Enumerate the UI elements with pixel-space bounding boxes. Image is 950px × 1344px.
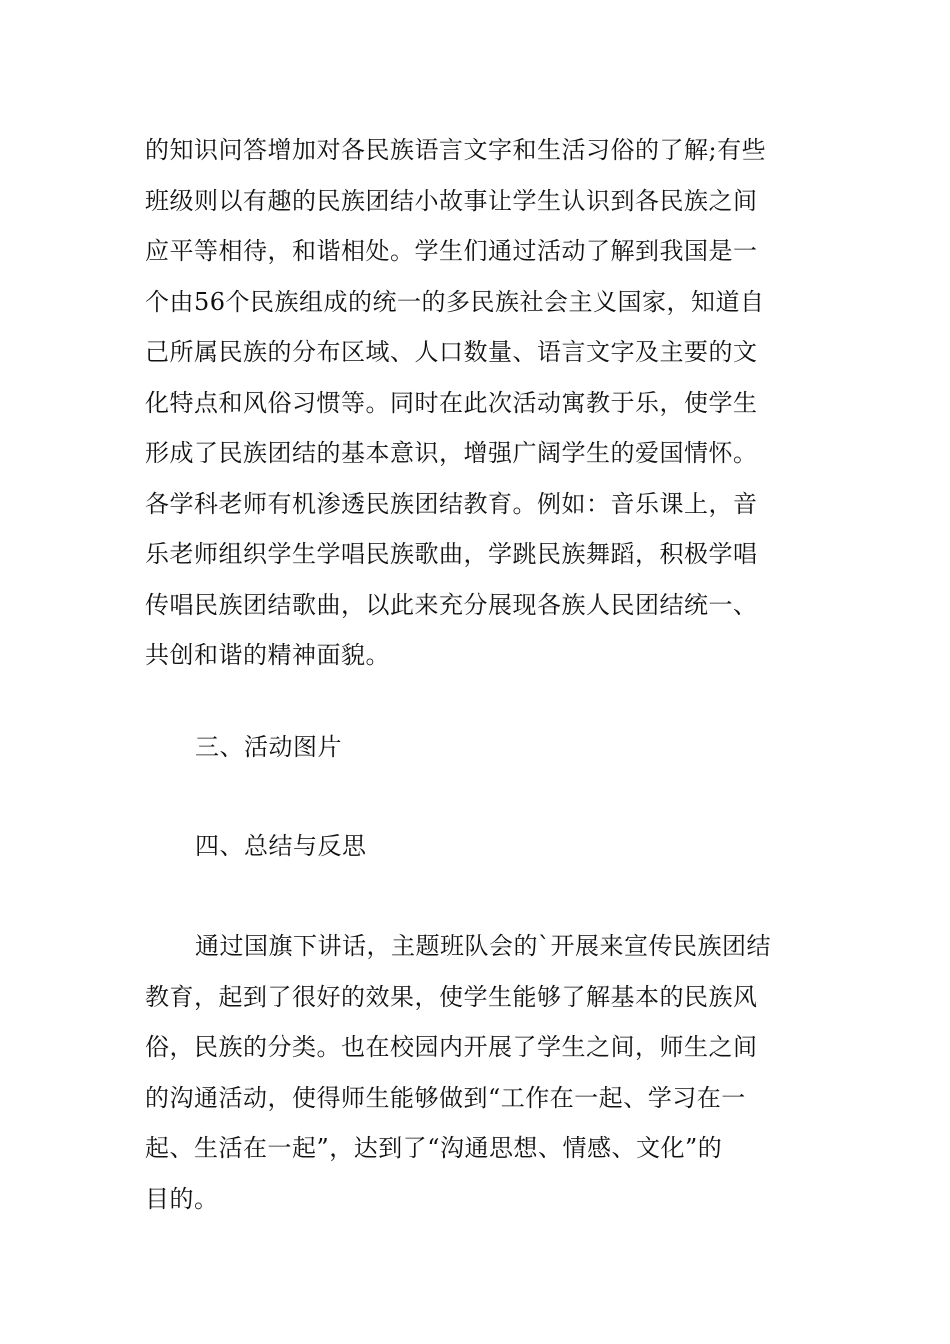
paragraph-line: 目的。 [145,1184,219,1213]
heading-text: 三、活动图片 [195,733,342,761]
paragraph-line: 通过国旗下讲话，主题班队会的`开展来宣传民族团结 [195,932,771,960]
paragraph-line: 应平等相待，和谐相处。学生们通过活动了解到我国是一 [145,237,758,265]
paragraph-line: 的知识问答增加对各民族语言文字和生活习俗的了解;有些 [145,136,767,164]
paragraph-line: 共创和谐的精神面貌。 [145,641,390,669]
paragraph-line: 己所属民族的分布区域、人口数量、语言文字及主要的文 [145,338,758,366]
body-paragraph-summary [145,921,813,1224]
paragraph-line: 个由56个民族组成的统一的多民族社会主义国家，知道自 [145,287,765,316]
paragraph-line: 乐老师组织学生学唱民族歌曲，学跳民族舞蹈，积极学唱 [145,540,758,568]
paragraph-line: 起、生活在一起”，达到了“沟通思想、情感、文化”的 [145,1134,723,1162]
paragraph-line: 俗，民族的分类。也在校园内开展了学生之间，师生之间 [145,1033,758,1061]
section-heading-activity-photos [195,722,863,773]
paragraph-line: 形成了民族团结的基本意识，增强广阔学生的爱国情怀。 [145,439,758,467]
body-paragraph-activities [145,125,813,681]
paragraph-line: 教育，起到了很好的效果，使学生能够了解基本的民族风 [145,982,758,1011]
section-heading-summary-reflection [195,821,863,872]
paragraph-line: 班级则以有趣的民族团结小故事让学生认识到各民族之间 [145,186,758,215]
paragraph-line: 化特点和风俗习惯等。同时在此次活动寓教于乐，使学生 [145,388,758,417]
heading-text: 四、总结与反思 [195,832,367,860]
paragraph-line: 传唱民族团结歌曲，以此来充分展现各族人民团结统一、 [145,590,758,619]
paragraph-line: 各学科老师有机渗透民族团结教育。例如：音乐课上，音 [145,489,758,518]
paragraph-line: 的沟通活动，使得师生能够做到“工作在一起、学习在一 [145,1083,746,1112]
